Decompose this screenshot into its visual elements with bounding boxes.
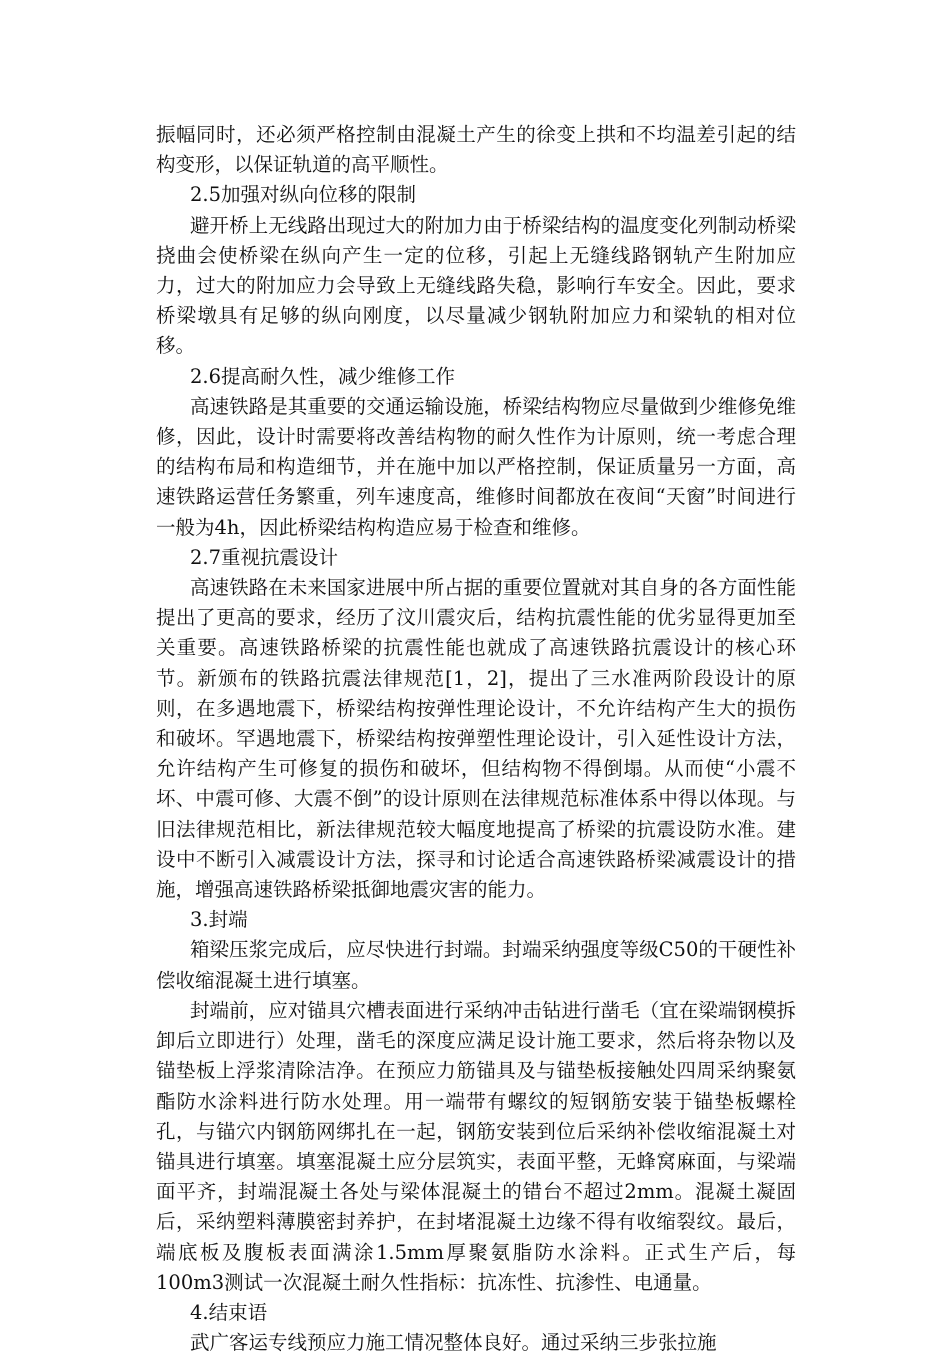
paragraph-continued: 振幅同时，还必须严格控制由混凝土产生的徐变上拱和不均温差引起的结构变形，以保证轨道的高平顺性。	[156, 123, 796, 177]
paragraph-sealing-intro: 箱梁压浆完成后，应尽快进行封端。封端采纳强度等级C50的干硬性补偿收缩混凝土进行填塞。	[156, 938, 796, 992]
section-heading-3: 3.封端	[190, 908, 248, 932]
paragraph-durability: 高速铁路是其重要的交通运输设施，桥梁结构物应尽量做到少维修免维修，因此，设计时需要将改善结构物的耐久性作为计原则，统一考虑合理的结构布局和构造细节，并在施中加以严格控制，保证质量另一方面，高速铁路运营任务繁重，列车速度高，维修时间都放在夜间“天窗”时间进行一般为4h，因此桥梁结构构造应易于检查和维修。	[156, 394, 796, 539]
section-heading-4: 4.结束语	[190, 1300, 268, 1324]
section-heading-2-5: 2.5加强对纵向位移的限制	[190, 183, 417, 207]
section-heading-2-6: 2.6提高耐久性，减少维修工作	[190, 364, 456, 388]
document-page	[156, 120, 796, 1358]
paragraph-seismic-design: 高速铁路在未来国家进展中所占据的重要位置就对其自身的各方面性能提出了更高的要求，经历了汶川震灾后，结构抗震性能的优劣显得更加至关重要。高速铁路桥梁的抗震性能也就成了高速铁路抗震设计的核心环节。新颁布的铁路抗震法律规范[1，2]，提出了三水准两阶段设计的原则，在多遇地震下，桥梁结构按弹性理论设计，不允许结构产生大的损伤和破坏。罕遇地震下，桥梁结构按弹塑性理论设计，引入延性设计方法，允许结构产生可修复的损伤和破坏，但结构物不得倒塌。从而使“小震不坏、中震可修、大震不倒”的设计原则在法律规范标准体系中得以体现。与旧法律规范相比，新法律规范较大幅度地提高了桥梁的抗震设防水准。建设中不断引入减震设计方法，探寻和讨论适合高速铁路桥梁减震设计的措施，增强高速铁路桥梁抵御地震灾害的能力。	[156, 576, 796, 902]
paragraph-conclusion: 武广客运专线预应力施工情况整体良好。通过采纳三步张拉施	[190, 1331, 717, 1355]
paragraph-sealing-procedure: 封端前，应对锚具穴槽表面进行采纳冲击钻进行凿毛（宜在梁端钢模拆卸后立即进行）处理，凿毛的深度应满足设计施工要求，然后将杂物以及锚垫板上浮浆清除洁净。在预应力筋锚具及与锚垫板接触处四周采纳聚氨酯防水涂料进行防水处理。用一端带有螺纹的短钢筋安装于锚垫板螺栓孔，与锚穴内钢筋网绑扎在一起，钢筋安装到位后采纳补偿收缩混凝土对锚具进行填塞。填塞混凝土应分层筑实，表面平整，无蜂窝麻面，与梁端面平齐，封端混凝土各处与梁体混凝土的错台不超过2mm。混凝土凝固后，采纳塑料薄膜密封养护，在封堵混凝土边缘不得有收缩裂纹。最后，端底板及腹板表面满涂1.5mm厚聚氨脂防水涂料。正式生产后，每100m3测试一次混凝土耐久性指标：抗冻性、抗渗性、电通量。	[156, 998, 796, 1294]
section-heading-2-7: 2.7重视抗震设计	[190, 545, 339, 569]
paragraph-longitudinal-displacement: 避开桥上无线路出现过大的附加力由于桥梁结构的温度变化列制动桥梁挠曲会使桥梁在纵向产生一定的位移，引起上无缝线路钢轨产生附加应力，过大的附加应力会导致上无缝线路失稳，影响行车安全。因此，要求桥梁墩具有足够的纵向刚度，以尽量减少钢轨附加应力和梁轨的相对位移。	[156, 213, 796, 358]
